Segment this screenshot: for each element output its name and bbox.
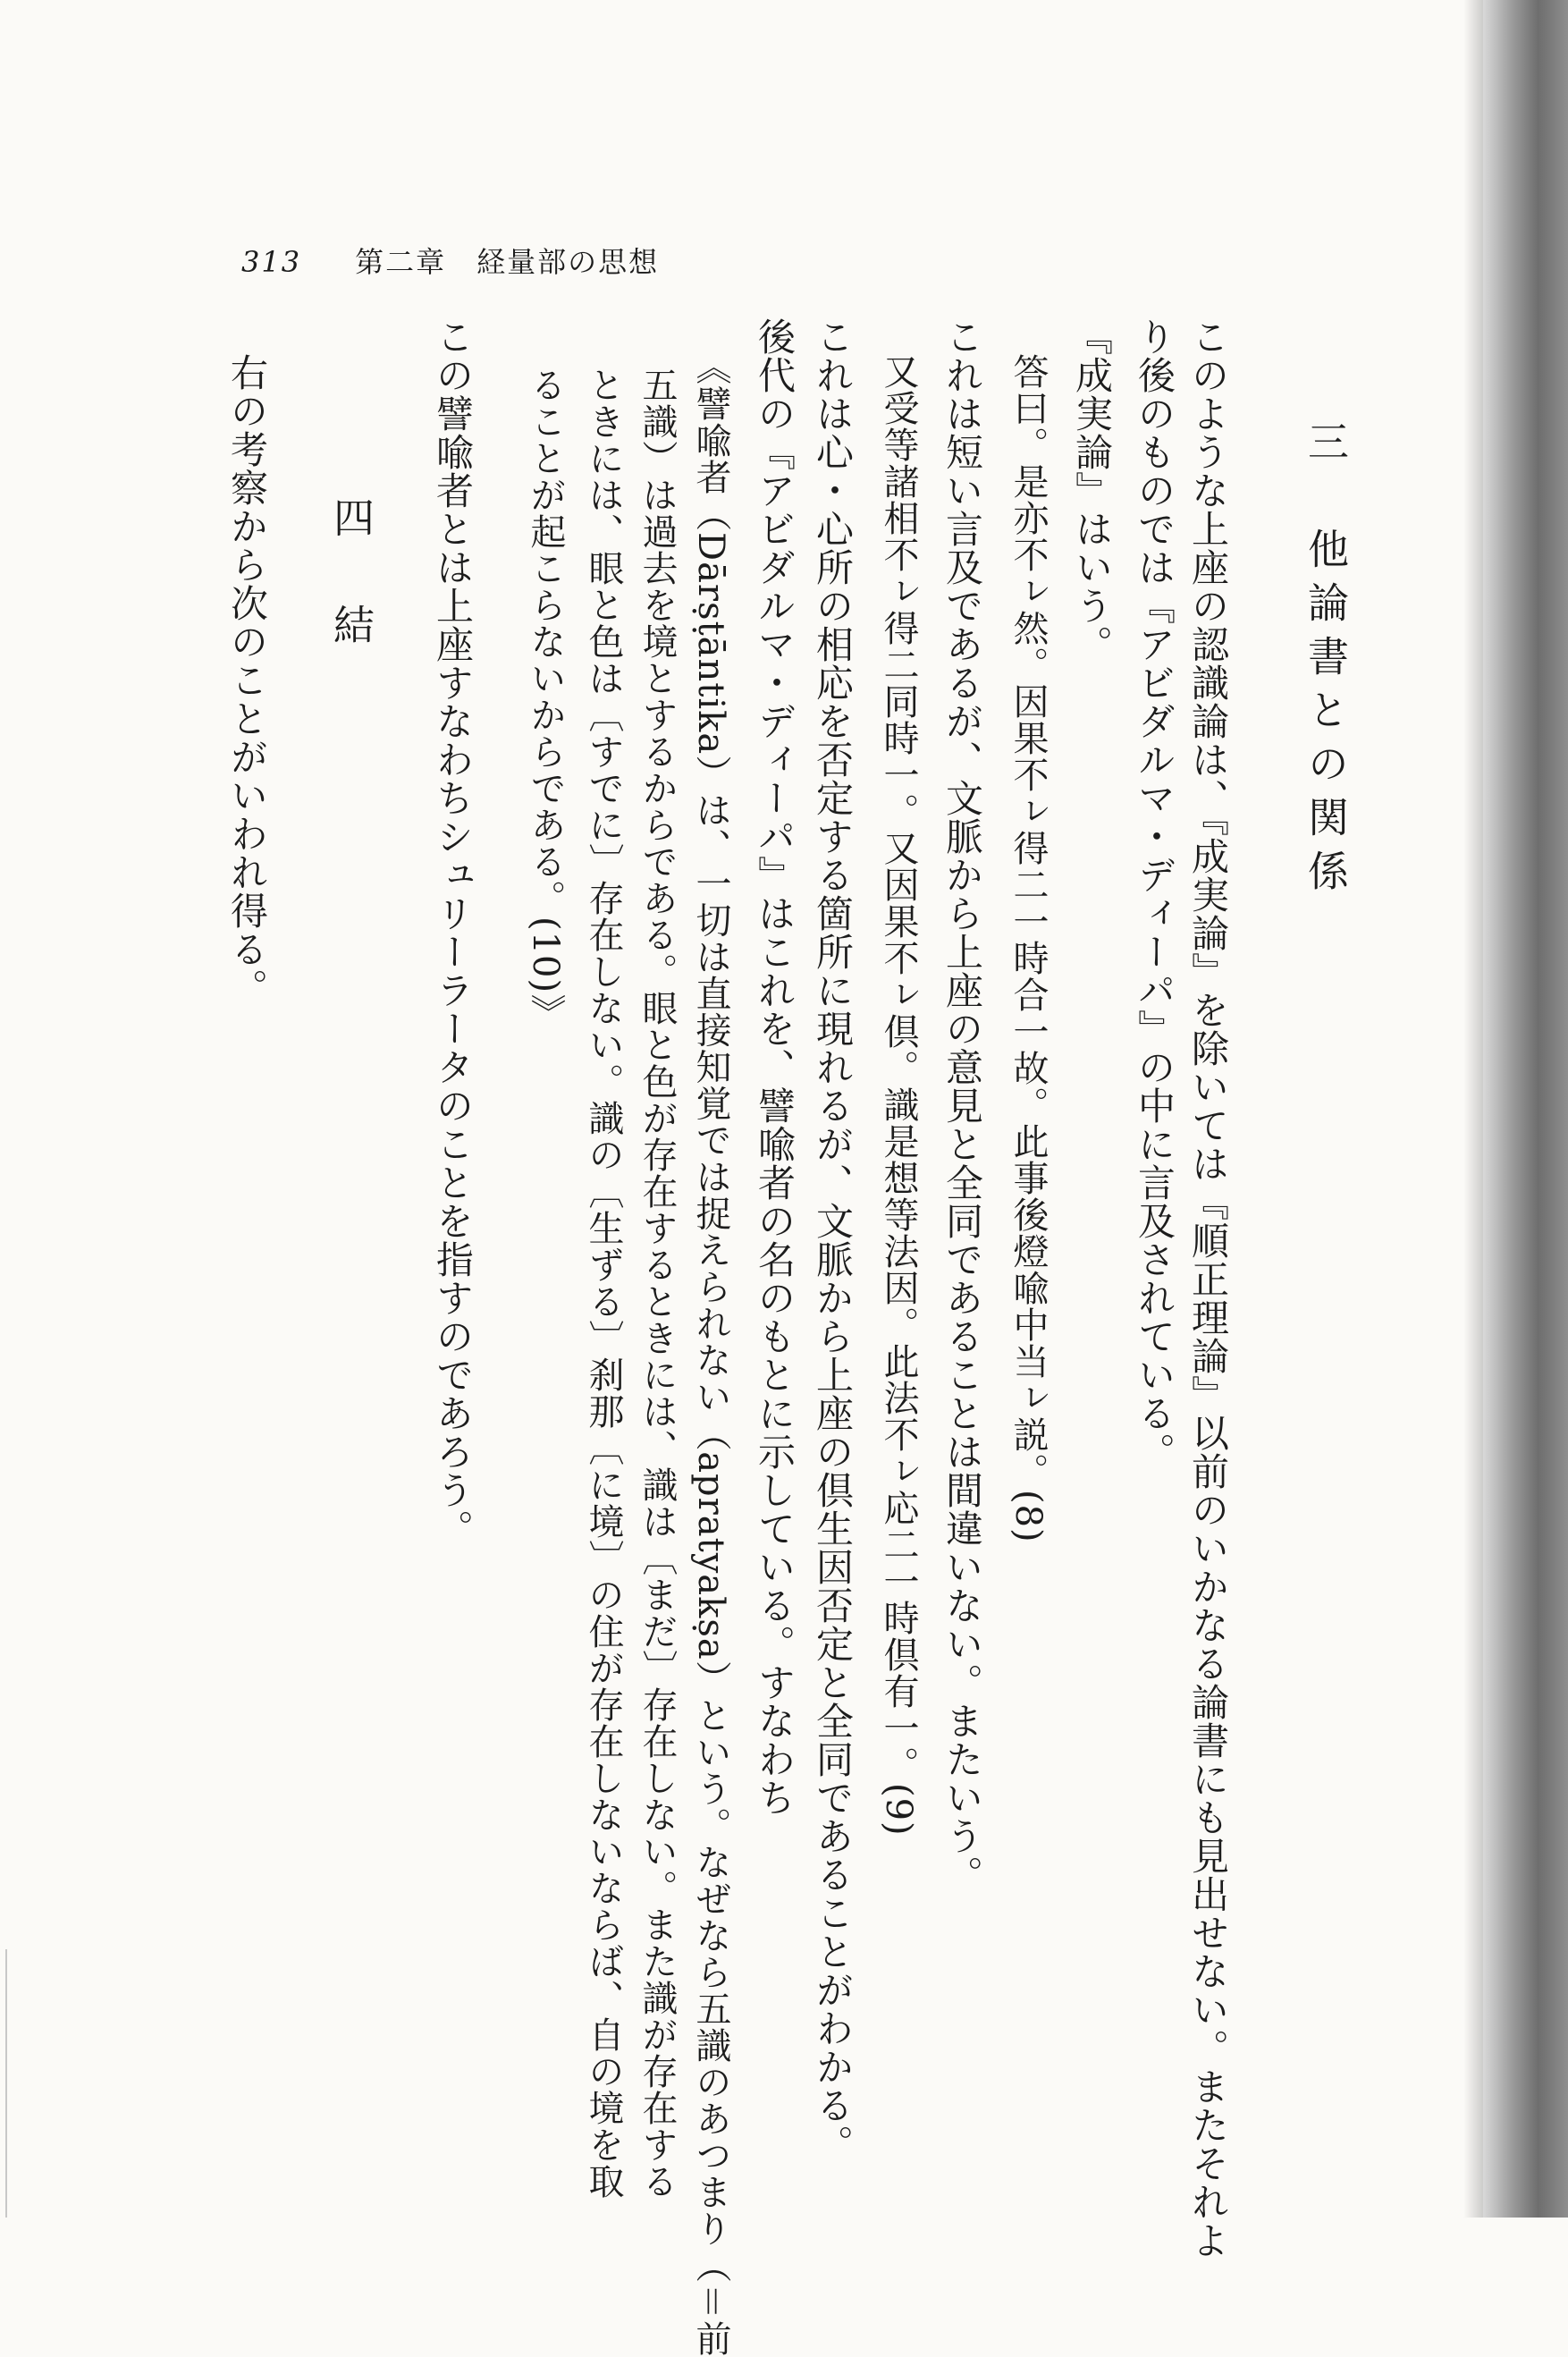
page-number: 313 <box>241 245 302 279</box>
quote-line: ときには、眼と色は〔すでに〕存在しない。識の〔生ずる〕刹那〔に境〕の住が存在しないならば、自の境を取 <box>583 367 624 2200</box>
scanner-edge-shadow <box>1483 0 1568 2218</box>
section-heading-3: 三 他論書との関係 <box>1302 420 1350 903</box>
text-line: これは心・心所の相応を否定する箇所に現れるが、文脈から上座の倶生因否定と全同であることがわかる。 <box>811 317 855 2163</box>
running-header <box>241 240 659 281</box>
text-line: このような上座の認識論は、『成実論』を除いては『順正理論』以前のいかなる論書にも見出せない。またそれよ <box>1186 317 1230 2260</box>
text-line: この譬喩者とは上座すなわちシュリーラータのことを指すのであろう。 <box>431 317 475 1548</box>
quote-line: 五識）は過去を境とするからである。眼と色が存在するときには、識は〔まだ〕存在しない。また識が存在する <box>636 367 678 2200</box>
quote-line: ることが起こらないからである。(10)》 <box>525 367 566 1031</box>
section-heading-4: 四 結 <box>327 496 375 657</box>
text-line: これは短い言及であるが、文脈から上座の意見と全同であることは間違いない。またいう。 <box>940 317 984 1894</box>
scanner-edge-gradient <box>1463 0 1483 2218</box>
text-line: 後代の『アビダルマ・ディーパ』はこれを、譬喩者の名のもとに示している。すなわち <box>753 317 797 1817</box>
quote-line: 答曰。是亦不ㇾ然。因果不ㇾ得二一時合一故。此事後燈喩中当ㇾ説。(8) <box>1007 353 1049 1543</box>
chapter-title: 第二章 経量部の思想 <box>355 245 660 279</box>
text-line: り後のものでは『アビダルマ・ディーパ』の中に言及されている。 <box>1133 317 1176 1471</box>
text-line: 『成実論』はいう。 <box>1070 317 1114 663</box>
quote-line: 又受等諸相不ㇾ得二同時一。又因果不ㇾ倶。識是想等法因。此法不ㇾ応二一時倶有一。(9) <box>878 353 919 1837</box>
binding-line <box>5 1949 7 2218</box>
text-line: 右の考察から次のことがいわれ得る。 <box>225 353 269 1007</box>
quote-line: 《譬喩者（Dārṣṭāntika）は、一切は直接知覚では捉えられない（apratyakṣa）という。なぜなら五識のあつまり（＝前 <box>690 349 731 2357</box>
